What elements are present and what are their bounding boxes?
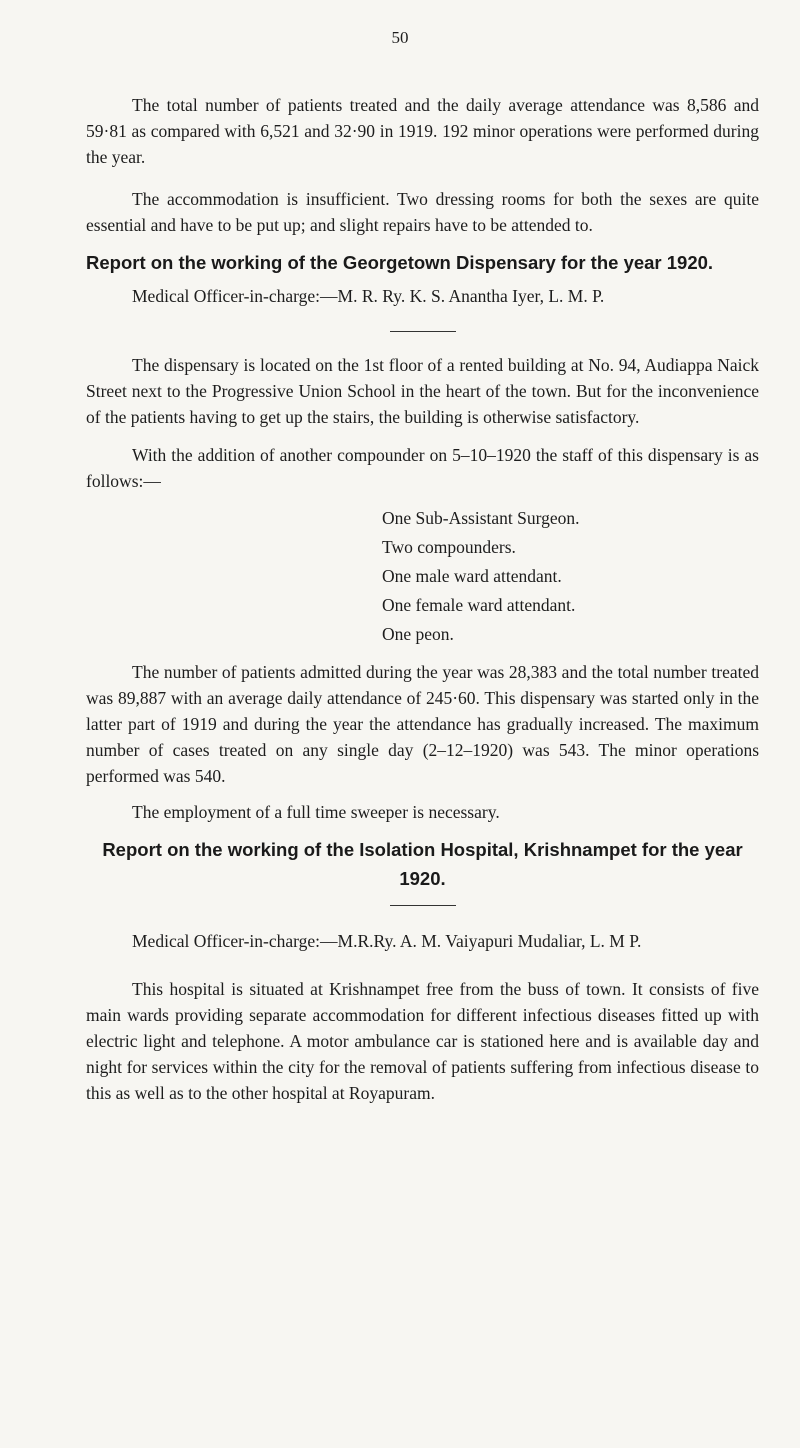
paragraph-dispensary-location: The dispensary is located on the 1st floor of a rented building at No. 94, Audiappa Naick Street next to the Progressive Union School in the heart of the town. But for the inconvenience of the patients having to get up the stairs, the building is otherwise satisfactory. bbox=[86, 355, 759, 427]
staff-list-item: One peon. bbox=[382, 624, 454, 644]
staff-list bbox=[382, 504, 759, 649]
paragraph-accommodation: The accommodation is insufficient. Two dressing rooms for both the sexes are quite essential and have to be put up; and slight repairs have to be attended to. bbox=[86, 189, 759, 235]
georgetown-report-heading: Report on the working of the Georgetown Dispensary for the year 1920. bbox=[86, 252, 714, 273]
paragraph-isolation-description: This hospital is situated at Krishnampet free from the buss of town. It consists of five main wards providing separate accommodation for different infectious diseases fitted up with electric light and telephone. A motor ambulance car is stationed here and is available day and night for services within the city for the removal of patients suffering from infectious disease to this as well as to the other hospital at Royapuram. bbox=[86, 979, 759, 1103]
isolation-officer: Medical Officer-in-charge:—M.R.Ry. A. M. Vaiyapuri Mudaliar, L. M P. bbox=[132, 931, 642, 951]
page-content bbox=[86, 92, 759, 1106]
section-divider bbox=[390, 331, 456, 332]
paragraph-patients-admitted: The number of patients admitted during the year was 28,383 and the total number treated was 89,887 with an average daily attendance of 245·60. This dispensary was started only in the latter part of 1919 and during the year the attendance has gradually increased. The maximum number of cases treated on any single day (2–12–1920) was 543. The minor operations performed was 540. bbox=[86, 662, 759, 786]
staff-list-item: One Sub-Assistant Surgeon. bbox=[382, 508, 580, 528]
isolation-hospital-heading: Report on the working of the Isolation Hospital, Krishnampet for the year 1920. bbox=[102, 839, 743, 889]
staff-list-item: Two compounders. bbox=[382, 537, 516, 557]
paragraph-total-patients: The total number of patients treated and the daily average attendance was 8,586 and 59·81 as compared with 6,521 and 32·90 in 1919. 192 minor operations were performed during the year. bbox=[86, 95, 759, 167]
section-divider bbox=[390, 905, 456, 906]
georgetown-officer: Medical Officer-in-charge:—M. R. Ry. K. S. Anantha Iyer, L. M. P. bbox=[132, 286, 605, 306]
staff-list-item: One male ward attendant. bbox=[382, 566, 562, 586]
staff-list-item: One female ward attendant. bbox=[382, 595, 576, 615]
paragraph-sweeper: The employment of a full time sweeper is necessary. bbox=[132, 802, 500, 822]
paragraph-staff-intro: With the addition of another compounder on 5–10–1920 the staff of this dispensary is as follows:— bbox=[86, 445, 759, 491]
page-number: 50 bbox=[391, 28, 409, 47]
